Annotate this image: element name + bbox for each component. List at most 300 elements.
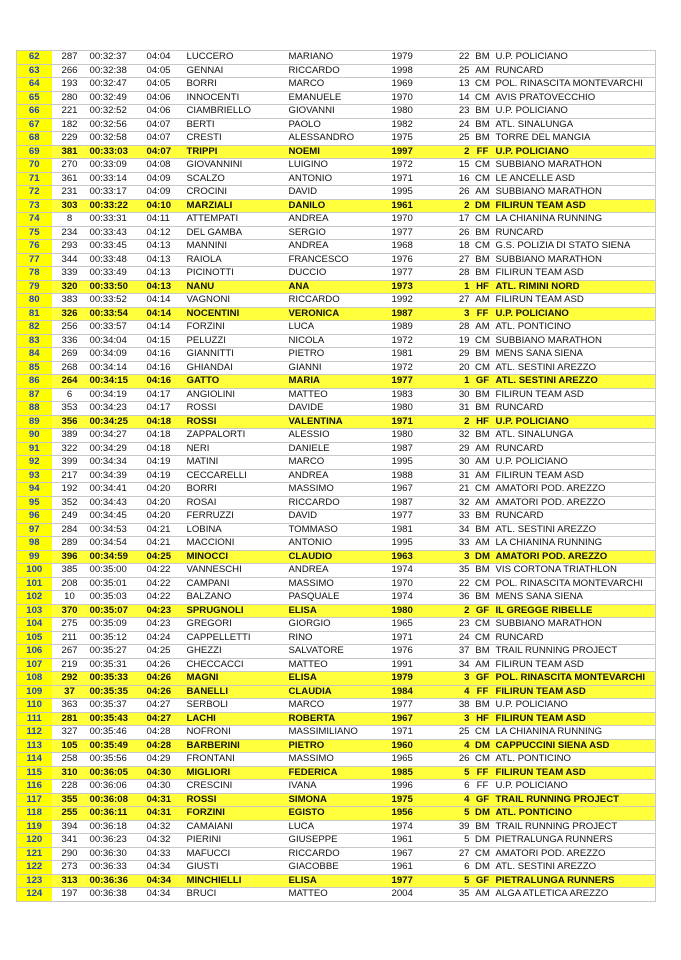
year-cell: 2004 — [390, 888, 440, 902]
name-cell: PASQUALE — [287, 591, 390, 605]
team-cell: ATL. SINALUNGA — [494, 429, 656, 443]
team-cell: MENS SANA SIENA — [494, 348, 656, 362]
time-cell: 00:33:17 — [88, 186, 145, 200]
pace-cell: 04:12 — [145, 226, 185, 240]
time-cell: 00:36:23 — [88, 834, 145, 848]
bib-cell: 269 — [52, 348, 88, 362]
team-cell: G.S. POLIZIA DI STATO SIENA — [494, 240, 656, 254]
pace-cell: 04:32 — [145, 820, 185, 834]
position-cell: 121 — [17, 847, 52, 861]
category-position-cell: 13 — [440, 78, 472, 92]
pace-cell: 04:11 — [145, 213, 185, 227]
team-cell: FILIRUN TEAM ASD — [494, 267, 656, 281]
surname-cell: NERI — [185, 442, 287, 456]
surname-cell: ROSAI — [185, 496, 287, 510]
position-cell: 62 — [17, 51, 52, 65]
name-cell: MASSIMILIANO — [287, 726, 390, 740]
pace-cell: 04:07 — [145, 145, 185, 159]
year-cell: 1977 — [390, 699, 440, 713]
position-cell: 65 — [17, 91, 52, 105]
table-row — [17, 537, 656, 551]
category-position-cell: 30 — [440, 456, 472, 470]
year-cell: 1969 — [390, 78, 440, 92]
table-row — [17, 64, 656, 78]
position-cell: 83 — [17, 334, 52, 348]
time-cell: 00:34:43 — [88, 496, 145, 510]
surname-cell: GHEZZI — [185, 645, 287, 659]
category-cell: HF — [472, 415, 494, 429]
year-cell: 1961 — [390, 834, 440, 848]
category-position-cell: 2 — [440, 415, 472, 429]
category-cell: BM — [472, 118, 494, 132]
category-cell: BM — [472, 402, 494, 416]
time-cell: 00:35:37 — [88, 699, 145, 713]
surname-cell: GATTO — [185, 375, 287, 389]
time-cell: 00:35:01 — [88, 577, 145, 591]
table-row — [17, 334, 656, 348]
category-cell: DM — [472, 550, 494, 564]
name-cell: MASSIMO — [287, 577, 390, 591]
position-cell: 99 — [17, 550, 52, 564]
team-cell: U.P. POLICIANO — [494, 780, 656, 794]
year-cell: 1987 — [390, 307, 440, 321]
table-row — [17, 834, 656, 848]
year-cell: 1975 — [390, 793, 440, 807]
surname-cell: TRIPPI — [185, 145, 287, 159]
year-cell: 1973 — [390, 280, 440, 294]
time-cell: 00:35:27 — [88, 645, 145, 659]
position-cell: 76 — [17, 240, 52, 254]
team-cell: SUBBIANO MARATHON — [494, 159, 656, 173]
team-cell: ATL. PONTICINO — [494, 753, 656, 767]
table-row — [17, 213, 656, 227]
bib-cell: 341 — [52, 834, 88, 848]
surname-cell: CECCARELLI — [185, 469, 287, 483]
team-cell: U.P. POLICIANO — [494, 415, 656, 429]
table-row — [17, 132, 656, 146]
team-cell: RUNCARD — [494, 64, 656, 78]
table-row — [17, 645, 656, 659]
name-cell: ANDREA — [287, 213, 390, 227]
category-position-cell: 32 — [440, 496, 472, 510]
category-position-cell: 22 — [440, 577, 472, 591]
year-cell: 1998 — [390, 64, 440, 78]
time-cell: 00:32:58 — [88, 132, 145, 146]
position-cell: 112 — [17, 726, 52, 740]
name-cell: GIUSEPPE — [287, 834, 390, 848]
category-position-cell: 29 — [440, 348, 472, 362]
position-cell: 113 — [17, 739, 52, 753]
time-cell: 00:34:54 — [88, 537, 145, 551]
pace-cell: 04:06 — [145, 105, 185, 119]
category-cell: DM — [472, 807, 494, 821]
position-cell: 86 — [17, 375, 52, 389]
name-cell: DANIELE — [287, 442, 390, 456]
category-cell: BM — [472, 523, 494, 537]
pace-cell: 04:13 — [145, 240, 185, 254]
table-row — [17, 199, 656, 213]
table-row — [17, 469, 656, 483]
name-cell: ANA — [287, 280, 390, 294]
bib-cell: 280 — [52, 91, 88, 105]
team-cell: TORRE DEL MANGIA — [494, 132, 656, 146]
bib-cell: 339 — [52, 267, 88, 281]
table-row — [17, 523, 656, 537]
team-cell: PIETRALUNGA RUNNERS — [494, 834, 656, 848]
position-cell: 74 — [17, 213, 52, 227]
year-cell: 1980 — [390, 604, 440, 618]
table-row — [17, 564, 656, 578]
name-cell: DANILO — [287, 199, 390, 213]
time-cell: 00:36:30 — [88, 847, 145, 861]
time-cell: 00:32:49 — [88, 91, 145, 105]
pace-cell: 04:09 — [145, 186, 185, 200]
surname-cell: MIGLIORI — [185, 766, 287, 780]
surname-cell: CROCINI — [185, 186, 287, 200]
team-cell: U.P. POLICIANO — [494, 51, 656, 65]
bib-cell: 105 — [52, 739, 88, 753]
category-cell: DM — [472, 199, 494, 213]
bib-cell: 313 — [52, 874, 88, 888]
time-cell: 00:34:39 — [88, 469, 145, 483]
name-cell: LUCA — [287, 321, 390, 335]
category-cell: AM — [472, 537, 494, 551]
category-cell: BM — [472, 820, 494, 834]
category-cell: CM — [472, 577, 494, 591]
bib-cell: 266 — [52, 64, 88, 78]
team-cell: ATL. RIMINI NORD — [494, 280, 656, 294]
category-position-cell: 38 — [440, 699, 472, 713]
team-cell: VIS CORTONA TRIATHLON — [494, 564, 656, 578]
pace-cell: 04:27 — [145, 712, 185, 726]
bib-cell: 270 — [52, 159, 88, 173]
surname-cell: FORZINI — [185, 807, 287, 821]
name-cell: FEDERICA — [287, 766, 390, 780]
category-cell: CM — [472, 618, 494, 632]
category-position-cell: 14 — [440, 91, 472, 105]
category-cell: BM — [472, 429, 494, 443]
position-cell: 114 — [17, 753, 52, 767]
year-cell: 1974 — [390, 564, 440, 578]
position-cell: 84 — [17, 348, 52, 362]
table-row — [17, 159, 656, 173]
bib-cell: 228 — [52, 780, 88, 794]
time-cell: 00:33:48 — [88, 253, 145, 267]
table-row — [17, 726, 656, 740]
bib-cell: 258 — [52, 753, 88, 767]
name-cell: CLAUDIO — [287, 550, 390, 564]
time-cell: 00:33:54 — [88, 307, 145, 321]
time-cell: 00:33:57 — [88, 321, 145, 335]
name-cell: IVANA — [287, 780, 390, 794]
name-cell: MASSIMO — [287, 483, 390, 497]
category-cell: CM — [472, 213, 494, 227]
name-cell: EMANUELE — [287, 91, 390, 105]
bib-cell: 197 — [52, 888, 88, 902]
time-cell: 00:32:38 — [88, 64, 145, 78]
category-position-cell: 31 — [440, 469, 472, 483]
position-cell: 105 — [17, 631, 52, 645]
category-position-cell: 27 — [440, 847, 472, 861]
surname-cell: CAPPELLETTI — [185, 631, 287, 645]
category-position-cell: 17 — [440, 213, 472, 227]
category-cell: BM — [472, 510, 494, 524]
name-cell: VALENTINA — [287, 415, 390, 429]
category-position-cell: 23 — [440, 618, 472, 632]
pace-cell: 04:04 — [145, 51, 185, 65]
time-cell: 00:36:18 — [88, 820, 145, 834]
table-row — [17, 172, 656, 186]
year-cell: 1976 — [390, 645, 440, 659]
bib-cell: 10 — [52, 591, 88, 605]
table-row — [17, 550, 656, 564]
category-cell: CM — [472, 172, 494, 186]
surname-cell: GIOVANNINI — [185, 159, 287, 173]
time-cell: 00:33:14 — [88, 172, 145, 186]
team-cell: ATL. SESTINI AREZZO — [494, 375, 656, 389]
category-position-cell: 5 — [440, 874, 472, 888]
category-position-cell: 27 — [440, 294, 472, 308]
time-cell: 00:35:12 — [88, 631, 145, 645]
team-cell: ATL. PONTICINO — [494, 807, 656, 821]
year-cell: 1977 — [390, 226, 440, 240]
name-cell: MASSIMO — [287, 753, 390, 767]
team-cell: AVIS PRATOVECCHIO — [494, 91, 656, 105]
position-cell: 104 — [17, 618, 52, 632]
surname-cell: ROSSI — [185, 793, 287, 807]
name-cell: ANTONIO — [287, 172, 390, 186]
category-cell: HF — [472, 712, 494, 726]
time-cell: 00:33:09 — [88, 159, 145, 173]
category-position-cell: 3 — [440, 550, 472, 564]
team-cell: SUBBIANO MARATHON — [494, 186, 656, 200]
time-cell: 00:32:47 — [88, 78, 145, 92]
pace-cell: 04:26 — [145, 672, 185, 686]
position-cell: 70 — [17, 159, 52, 173]
surname-cell: SPRUGNOLI — [185, 604, 287, 618]
time-cell: 00:36:33 — [88, 861, 145, 875]
surname-cell: MAFUCCI — [185, 847, 287, 861]
bib-cell: 383 — [52, 294, 88, 308]
year-cell: 1971 — [390, 631, 440, 645]
surname-cell: GENNAI — [185, 64, 287, 78]
year-cell: 1968 — [390, 240, 440, 254]
pace-cell: 04:18 — [145, 429, 185, 443]
category-cell: AM — [472, 888, 494, 902]
category-position-cell: 35 — [440, 888, 472, 902]
team-cell: FILIRUN TEAM ASD — [494, 685, 656, 699]
position-cell: 106 — [17, 645, 52, 659]
year-cell: 1989 — [390, 321, 440, 335]
time-cell: 00:34:23 — [88, 402, 145, 416]
time-cell: 00:35:43 — [88, 712, 145, 726]
team-cell: SUBBIANO MARATHON — [494, 334, 656, 348]
category-cell: CM — [472, 91, 494, 105]
category-position-cell: 4 — [440, 739, 472, 753]
team-cell: AMATORI POD. AREZZO — [494, 496, 656, 510]
pace-cell: 04:22 — [145, 591, 185, 605]
year-cell: 1975 — [390, 132, 440, 146]
year-cell: 1967 — [390, 483, 440, 497]
name-cell: PIETRO — [287, 348, 390, 362]
year-cell: 1980 — [390, 429, 440, 443]
position-cell: 90 — [17, 429, 52, 443]
table-row — [17, 510, 656, 524]
category-cell: AM — [472, 469, 494, 483]
name-cell: FRANCESCO — [287, 253, 390, 267]
position-cell: 71 — [17, 172, 52, 186]
position-cell: 82 — [17, 321, 52, 335]
name-cell: MARIA — [287, 375, 390, 389]
pace-cell: 04:33 — [145, 847, 185, 861]
bib-cell: 284 — [52, 523, 88, 537]
surname-cell: INNOCENTI — [185, 91, 287, 105]
category-position-cell: 5 — [440, 834, 472, 848]
table-row — [17, 253, 656, 267]
position-cell: 79 — [17, 280, 52, 294]
surname-cell: CAMAIANI — [185, 820, 287, 834]
bib-cell: 219 — [52, 658, 88, 672]
team-cell: ATL. PONTICINO — [494, 321, 656, 335]
table-row — [17, 118, 656, 132]
pace-cell: 04:29 — [145, 753, 185, 767]
surname-cell: ATTEMPATI — [185, 213, 287, 227]
year-cell: 1995 — [390, 537, 440, 551]
bib-cell: 385 — [52, 564, 88, 578]
category-position-cell: 24 — [440, 631, 472, 645]
table-row — [17, 793, 656, 807]
surname-cell: SERBOLI — [185, 699, 287, 713]
name-cell: NOEMI — [287, 145, 390, 159]
year-cell: 1983 — [390, 388, 440, 402]
surname-cell: CRESCINI — [185, 780, 287, 794]
bib-cell: 344 — [52, 253, 88, 267]
time-cell: 00:35:31 — [88, 658, 145, 672]
team-cell: MENS SANA SIENA — [494, 591, 656, 605]
position-cell: 122 — [17, 861, 52, 875]
category-cell: BM — [472, 105, 494, 119]
category-cell: BM — [472, 591, 494, 605]
team-cell: FILIRUN TEAM ASD — [494, 469, 656, 483]
pace-cell: 04:34 — [145, 888, 185, 902]
position-cell: 107 — [17, 658, 52, 672]
table-row — [17, 861, 656, 875]
category-cell: AM — [472, 321, 494, 335]
bib-cell: 264 — [52, 375, 88, 389]
year-cell: 1984 — [390, 685, 440, 699]
surname-cell: LACHI — [185, 712, 287, 726]
name-cell: CLAUDIA — [287, 685, 390, 699]
time-cell: 00:34:04 — [88, 334, 145, 348]
name-cell: DAVID — [287, 510, 390, 524]
position-cell: 63 — [17, 64, 52, 78]
year-cell: 1997 — [390, 145, 440, 159]
category-cell: CM — [472, 78, 494, 92]
surname-cell: MARZIALI — [185, 199, 287, 213]
pace-cell: 04:13 — [145, 267, 185, 281]
position-cell: 115 — [17, 766, 52, 780]
team-cell: RUNCARD — [494, 631, 656, 645]
time-cell: 00:35:09 — [88, 618, 145, 632]
name-cell: MARCO — [287, 699, 390, 713]
time-cell: 00:35:49 — [88, 739, 145, 753]
category-position-cell: 28 — [440, 267, 472, 281]
time-cell: 00:36:11 — [88, 807, 145, 821]
bib-cell: 326 — [52, 307, 88, 321]
surname-cell: PELUZZI — [185, 334, 287, 348]
year-cell: 1971 — [390, 415, 440, 429]
name-cell: RICCARDO — [287, 294, 390, 308]
year-cell: 1991 — [390, 658, 440, 672]
category-position-cell: 4 — [440, 793, 472, 807]
table-row — [17, 577, 656, 591]
bib-cell: 217 — [52, 469, 88, 483]
position-cell: 110 — [17, 699, 52, 713]
bib-cell: 310 — [52, 766, 88, 780]
position-cell: 91 — [17, 442, 52, 456]
category-position-cell: 2 — [440, 604, 472, 618]
pace-cell: 04:25 — [145, 645, 185, 659]
position-cell: 89 — [17, 415, 52, 429]
year-cell: 1981 — [390, 348, 440, 362]
name-cell: ANTONIO — [287, 537, 390, 551]
pace-cell: 04:14 — [145, 321, 185, 335]
table-row — [17, 847, 656, 861]
year-cell: 1980 — [390, 402, 440, 416]
bib-cell: 211 — [52, 631, 88, 645]
category-cell: GF — [472, 672, 494, 686]
category-cell: BM — [472, 564, 494, 578]
team-cell: AMATORI POD. AREZZO — [494, 483, 656, 497]
team-cell: AMATORI POD. AREZZO — [494, 847, 656, 861]
category-position-cell: 2 — [440, 199, 472, 213]
team-cell: AMATORI POD. AREZZO — [494, 550, 656, 564]
name-cell: DAVIDE — [287, 402, 390, 416]
category-position-cell: 32 — [440, 429, 472, 443]
position-cell: 93 — [17, 469, 52, 483]
team-cell: TRAIL RUNNING PROJECT — [494, 820, 656, 834]
year-cell: 1977 — [390, 267, 440, 281]
name-cell: ELISA — [287, 604, 390, 618]
category-position-cell: 4 — [440, 685, 472, 699]
team-cell: POL. RINASCITA MONTEVARCHI — [494, 577, 656, 591]
team-cell: RUNCARD — [494, 510, 656, 524]
surname-cell: GIANNITTI — [185, 348, 287, 362]
category-position-cell: 36 — [440, 591, 472, 605]
name-cell: GIOVANNI — [287, 105, 390, 119]
category-cell: CM — [472, 847, 494, 861]
bib-cell: 355 — [52, 793, 88, 807]
name-cell: VERONICA — [287, 307, 390, 321]
surname-cell: BRUCI — [185, 888, 287, 902]
category-cell: CM — [472, 240, 494, 254]
team-cell: ATL. SESTINI AREZZO — [494, 361, 656, 375]
category-cell: BM — [472, 348, 494, 362]
position-cell: 95 — [17, 496, 52, 510]
team-cell: IL GREGGE RIBELLE — [494, 604, 656, 618]
name-cell: ANDREA — [287, 469, 390, 483]
category-position-cell: 3 — [440, 712, 472, 726]
name-cell: SERGIO — [287, 226, 390, 240]
bib-cell: 293 — [52, 240, 88, 254]
name-cell: RINO — [287, 631, 390, 645]
position-cell: 116 — [17, 780, 52, 794]
team-cell: TRAIL RUNNING PROJECT — [494, 793, 656, 807]
category-cell: GF — [472, 874, 494, 888]
table-row — [17, 496, 656, 510]
category-cell: FF — [472, 766, 494, 780]
position-cell: 109 — [17, 685, 52, 699]
